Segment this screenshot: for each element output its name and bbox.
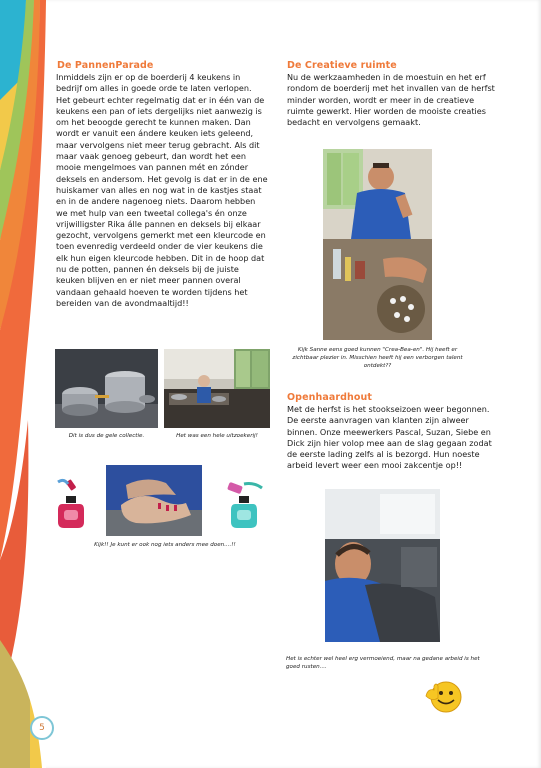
caption-painted-nails: Kijk!! Je kunt er ook nog iets anders mee doen....!! [94, 542, 236, 548]
thumbs-up-smiley-icon [422, 676, 464, 716]
body-creatieve-ruimte: Nu de werkzaamheden in de moestuin en het erf rondom de boerderij met het invallen van de herfst minder worden, wordt er meer in de creatieve ruimte gewerkt. Hier worden de mooiste creaties bedacht en vervolgens gemaakt. [287, 72, 495, 128]
heading-openhaardhout: Openhaardhout [287, 392, 373, 403]
nail-polish-red-icon [54, 478, 92, 530]
heading-creatieve-ruimte: De Creatieve ruimte [287, 60, 397, 71]
page-number: 5 [30, 716, 54, 740]
photo-crafting [323, 149, 432, 340]
body-openhaardhout: Met de herfst is het stookseizoen weer begonnen. De eerste aanvragen van klanten zijn alweer binnen. Onze meewerkers Pascal, Suzan, Siebe en Dick zijn hier volop mee aan de slag gegaan zodat de eerste lading zelfs al is bezorgd. Hun noeste arbeid levert weer een mooi zakcentje op!! [287, 404, 492, 471]
photo-resting-van [325, 489, 440, 642]
body-pannenparade: Inmiddels zijn er op de boerderij 4 keukens in bedrijf om alles in goede orde te laten verlopen. Het gebeurt echter regelmatig dat er in één van de keukens een pan of iets dergelijks niet aanwezig is om het beoogde gerecht te kunnen maken. Dan wordt er vanuit een ándere keuken iets geleend, maar vervolgens niet meer terug gebracht. Als dit maar vaak genoeg gebeurt, dan wordt het een mooie mengelmoes van pannen mét en zónder deksels en andersom. Het gevolg is dat er in de ene huiskamer van alles en nog wat in de kastjes staat en in de andere nagenoeg niets. Daarom hebben we met hulp van een tweetal collega's én onze vrijwilligster Rika álle pannen en deksels bij elkaar gezocht, vervolgens gemerkt met een kleurcode en toen evenredig verdeeld onder de vier keukens die elk hun eigen kleurcode hebben. Dit in de hoop dat nu de potten, pannen én deksels bij de juiste keuken blijven en er niet meer pannen overal vandaan gehaald hoeven te worden tijdens het bereiden van de avondmaaltijd!! [56, 72, 268, 308]
caption-pans: Dit is dus de gele collectie. [68, 433, 145, 439]
photo-pans [55, 349, 158, 428]
caption-crafting: Kijk Sanne eens goed kunnen "Crea-Bea-en". Hij heeft er zichtbaar plezier in. Misschien heeft hij een verborgen talent ontdekt?? [292, 347, 463, 369]
decorative-side-stripe [0, 0, 46, 768]
caption-kitchen-sorting: Het was een hele uitzoekerij! [176, 433, 258, 439]
nail-polish-teal-icon [226, 478, 268, 530]
caption-resting: Het is echter wel heel erg vermoeiend, maar na gedane arbeid is het goed rusten.... [286, 656, 480, 670]
photo-kitchen-sorting [164, 349, 270, 428]
heading-pannenparade: De PannenParade [57, 60, 154, 71]
photo-painted-nails [106, 465, 202, 536]
